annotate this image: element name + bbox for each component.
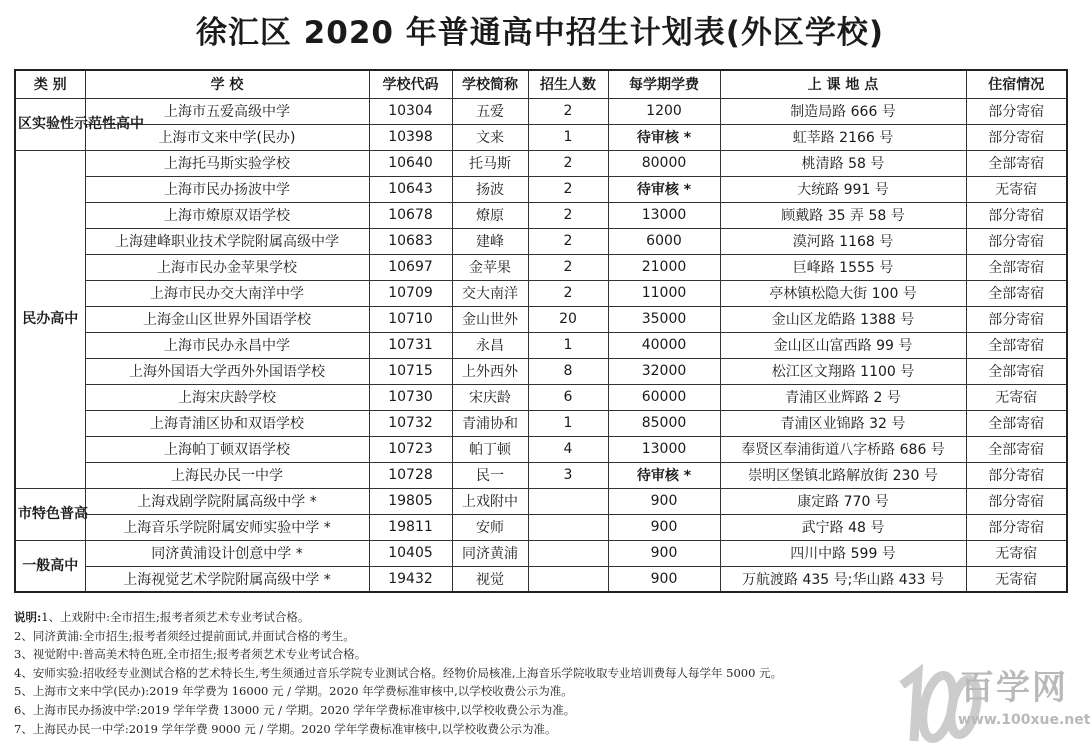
note-line: [14, 608, 1064, 627]
note-4: 4、安师实验:招收经专业测试合格的艺术特长生,考生须通过音乐学院专业测试合格。经物价局核准,上海音乐学院收取专业培训费每人每学年 5000 元。: [14, 665, 783, 680]
lodging: 全部寄宿: [966, 280, 1067, 306]
header-code: 学校代码: [369, 70, 452, 98]
enroll-count: 6: [528, 384, 608, 410]
enroll-count: 8: [528, 358, 608, 384]
fee: 待审核 *: [608, 462, 720, 488]
location: 万航渡路 435 号;华山路 433 号: [720, 566, 966, 592]
school-name: 上海音乐学院附属安师实验中学 *: [85, 514, 369, 540]
location: 松江区文翔路 1100 号: [720, 358, 966, 384]
fee: 900: [608, 488, 720, 514]
lodging: 部分寄宿: [966, 98, 1067, 124]
enroll-count: 2: [528, 254, 608, 280]
table-row: [15, 98, 1067, 124]
location: 崇明区堡镇北路解放街 230 号: [720, 462, 966, 488]
school-name: 上海市文来中学(民办): [85, 124, 369, 150]
school-name: 上海市五爱高级中学: [85, 98, 369, 124]
enroll-count: 1: [528, 124, 608, 150]
note-5: 5、上海市文来中学(民办):2019 年学费为 16000 元 / 学期。2020 年学费标准审核中,以学校收费公示为准。: [14, 684, 573, 699]
school-name: 上海帕丁顿双语学校: [85, 436, 369, 462]
category-cell: 一般高中: [15, 540, 85, 592]
notes-lead: 说明:: [14, 610, 42, 624]
enroll-count: [528, 540, 608, 566]
fee: 900: [608, 514, 720, 540]
location: 武宁路 48 号: [720, 514, 966, 540]
enroll-count: 4: [528, 436, 608, 462]
school-code: 10723: [369, 436, 452, 462]
school-name: 上海市民办交大南洋中学: [85, 280, 369, 306]
lodging: 部分寄宿: [966, 202, 1067, 228]
enroll-count: 1: [528, 410, 608, 436]
school-name: 上海视觉艺术学院附属高级中学 *: [85, 566, 369, 592]
school-abbr: 文来: [452, 124, 528, 150]
school-code: 10731: [369, 332, 452, 358]
enroll-count: 2: [528, 150, 608, 176]
location: 奉贤区奉浦街道八字桥路 686 号: [720, 436, 966, 462]
watermark-url: www.100xue.net: [958, 712, 1090, 728]
table-row: [15, 514, 1067, 540]
table-row: [15, 202, 1067, 228]
school-abbr: 五爱: [452, 98, 528, 124]
location: 漠河路 1168 号: [720, 228, 966, 254]
school-abbr: 金苹果: [452, 254, 528, 280]
school-abbr: 帕丁顿: [452, 436, 528, 462]
table-row: [15, 306, 1067, 332]
category-cell: 民办高中: [15, 150, 85, 488]
enroll-count: 2: [528, 280, 608, 306]
table-row: [15, 332, 1067, 358]
school-abbr: 青浦协和: [452, 410, 528, 436]
lodging: 部分寄宿: [966, 488, 1067, 514]
school-code: 10398: [369, 124, 452, 150]
fee: 11000: [608, 280, 720, 306]
school-abbr: 金山世外: [452, 306, 528, 332]
school-abbr: 托马斯: [452, 150, 528, 176]
school-abbr: 上外西外: [452, 358, 528, 384]
enroll-count: 20: [528, 306, 608, 332]
school-code: 10683: [369, 228, 452, 254]
school-code: 10678: [369, 202, 452, 228]
fee: 1200: [608, 98, 720, 124]
school-abbr: 宋庆龄: [452, 384, 528, 410]
school-abbr: 上戏附中: [452, 488, 528, 514]
location: 金山区龙皓路 1388 号: [720, 306, 966, 332]
enroll-count: 2: [528, 228, 608, 254]
page-title: 徐汇区 2020 年普通高中招生计划表(外区学校): [195, 15, 885, 51]
school-abbr: 建峰: [452, 228, 528, 254]
school-code: 10304: [369, 98, 452, 124]
school-abbr: 民一: [452, 462, 528, 488]
school-name: 同济黄浦设计创意中学 *: [85, 540, 369, 566]
lodging: 部分寄宿: [966, 228, 1067, 254]
table-row: [15, 566, 1067, 592]
school-name: 上海戏剧学院附属高级中学 *: [85, 488, 369, 514]
fee: 21000: [608, 254, 720, 280]
school-code: 10732: [369, 410, 452, 436]
watermark-brand: 百学网: [960, 668, 1068, 708]
enroll-count: [528, 566, 608, 592]
table-row: [15, 176, 1067, 202]
lodging: 全部寄宿: [966, 332, 1067, 358]
lodging: 部分寄宿: [966, 306, 1067, 332]
table-row: [15, 488, 1067, 514]
header-abbr: 学校简称: [452, 70, 528, 98]
note-6: 6、上海市民办扬波中学:2019 学年学费 13000 元 / 学期。2020 学年学费标准审核中,以学校收费公示为准。: [14, 702, 576, 717]
location: 金山区山富西路 99 号: [720, 332, 966, 358]
school-code: 10697: [369, 254, 452, 280]
school-code: 19811: [369, 514, 452, 540]
category-cell: 市特色普高: [15, 488, 85, 540]
table-row: [15, 540, 1067, 566]
note-3: 3、视觉附中:普高美术特色班,全市招生;报考者须艺术专业考试合格。: [14, 647, 367, 662]
school-abbr: 同济黄浦: [452, 540, 528, 566]
lodging: 全部寄宿: [966, 436, 1067, 462]
table-row: [15, 124, 1067, 150]
fee: 待审核 *: [608, 124, 720, 150]
location: 亭林镇松隐大街 100 号: [720, 280, 966, 306]
lodging: 全部寄宿: [966, 410, 1067, 436]
school-name: 上海市民办永昌中学: [85, 332, 369, 358]
note-2: 2、同济黄浦:全市招生;报考者须经过提前面试,并面试合格的考生。: [14, 628, 355, 643]
school-name: 上海市燎原双语学校: [85, 202, 369, 228]
fee: 35000: [608, 306, 720, 332]
enroll-count: 1: [528, 332, 608, 358]
school-code: 10405: [369, 540, 452, 566]
table-row: [15, 436, 1067, 462]
category-cell: 区实验性示范性高中: [15, 98, 85, 150]
table-row: [15, 150, 1067, 176]
fee: 60000: [608, 384, 720, 410]
fee: 13000: [608, 202, 720, 228]
table-row: [15, 254, 1067, 280]
school-name: 上海宋庆龄学校: [85, 384, 369, 410]
school-name: 上海青浦区协和双语学校: [85, 410, 369, 436]
school-code: 10709: [369, 280, 452, 306]
location: 青浦区业辉路 2 号: [720, 384, 966, 410]
fee: 80000: [608, 150, 720, 176]
lodging: 全部寄宿: [966, 358, 1067, 384]
school-abbr: 视觉: [452, 566, 528, 592]
table-row: [15, 384, 1067, 410]
school-abbr: 交大南洋: [452, 280, 528, 306]
school-abbr: 安师: [452, 514, 528, 540]
header-count: 招生人数: [528, 70, 608, 98]
location: 康定路 770 号: [720, 488, 966, 514]
school-name: 上海外国语大学西外外国语学校: [85, 358, 369, 384]
school-code: 10643: [369, 176, 452, 202]
school-name: 上海市民办金苹果学校: [85, 254, 369, 280]
enrollment-plan-table: [14, 69, 1068, 593]
school-code: 10715: [369, 358, 452, 384]
note-7: 7、上海民办民一中学:2019 学年学费 9000 元 / 学期。2020 学年学费标准审核中,以学校收费公示为准。: [14, 721, 557, 736]
lodging: 全部寄宿: [966, 150, 1067, 176]
location: 顾戴路 35 弄 58 号: [720, 202, 966, 228]
fee: 32000: [608, 358, 720, 384]
lodging: 无寄宿: [966, 566, 1067, 592]
fee: 40000: [608, 332, 720, 358]
table-row: [15, 358, 1067, 384]
fee: 待审核 *: [608, 176, 720, 202]
header-fee: 每学期学费: [608, 70, 720, 98]
table-row: [15, 410, 1067, 436]
location: 虹莘路 2166 号: [720, 124, 966, 150]
school-abbr: 永昌: [452, 332, 528, 358]
lodging: 部分寄宿: [966, 462, 1067, 488]
fee: 900: [608, 566, 720, 592]
enroll-count: 2: [528, 202, 608, 228]
school-code: 10730: [369, 384, 452, 410]
lodging: 部分寄宿: [966, 514, 1067, 540]
table-row: [15, 280, 1067, 306]
location: 大统路 991 号: [720, 176, 966, 202]
note-1: 1、上戏附中:全市招生;报考者须艺术专业考试合格。: [41, 610, 310, 624]
header-location: 上 课 地 点: [720, 70, 966, 98]
location: 桃清路 58 号: [720, 150, 966, 176]
school-code: 10710: [369, 306, 452, 332]
header-lodging: 住宿情况: [966, 70, 1067, 98]
school-code: 10640: [369, 150, 452, 176]
school-code: 10728: [369, 462, 452, 488]
enroll-count: [528, 488, 608, 514]
fee: 6000: [608, 228, 720, 254]
lodging: 无寄宿: [966, 176, 1067, 202]
enroll-count: [528, 514, 608, 540]
school-name: 上海民办民一中学: [85, 462, 369, 488]
fee: 85000: [608, 410, 720, 436]
location: 巨峰路 1555 号: [720, 254, 966, 280]
table-row: [15, 462, 1067, 488]
school-name: 上海金山区世界外国语学校: [85, 306, 369, 332]
lodging: 全部寄宿: [966, 254, 1067, 280]
school-name: 上海建峰职业技术学院附属高级中学: [85, 228, 369, 254]
header-category: 类 别: [15, 70, 85, 98]
location: 制造局路 666 号: [720, 98, 966, 124]
enroll-count: 2: [528, 98, 608, 124]
table-row: [15, 228, 1067, 254]
lodging: 无寄宿: [966, 540, 1067, 566]
location: 青浦区业锦路 32 号: [720, 410, 966, 436]
enroll-count: 2: [528, 176, 608, 202]
school-code: 19432: [369, 566, 452, 592]
fee: 900: [608, 540, 720, 566]
enroll-count: 3: [528, 462, 608, 488]
lodging: 部分寄宿: [966, 124, 1067, 150]
header-school: 学 校: [85, 70, 369, 98]
school-abbr: 扬波: [452, 176, 528, 202]
location: 四川中路 599 号: [720, 540, 966, 566]
fee: 13000: [608, 436, 720, 462]
school-name: 上海托马斯实验学校: [85, 150, 369, 176]
school-code: 19805: [369, 488, 452, 514]
school-abbr: 燎原: [452, 202, 528, 228]
lodging: 无寄宿: [966, 384, 1067, 410]
table-header-row: [15, 70, 1067, 98]
school-name: 上海市民办扬波中学: [85, 176, 369, 202]
